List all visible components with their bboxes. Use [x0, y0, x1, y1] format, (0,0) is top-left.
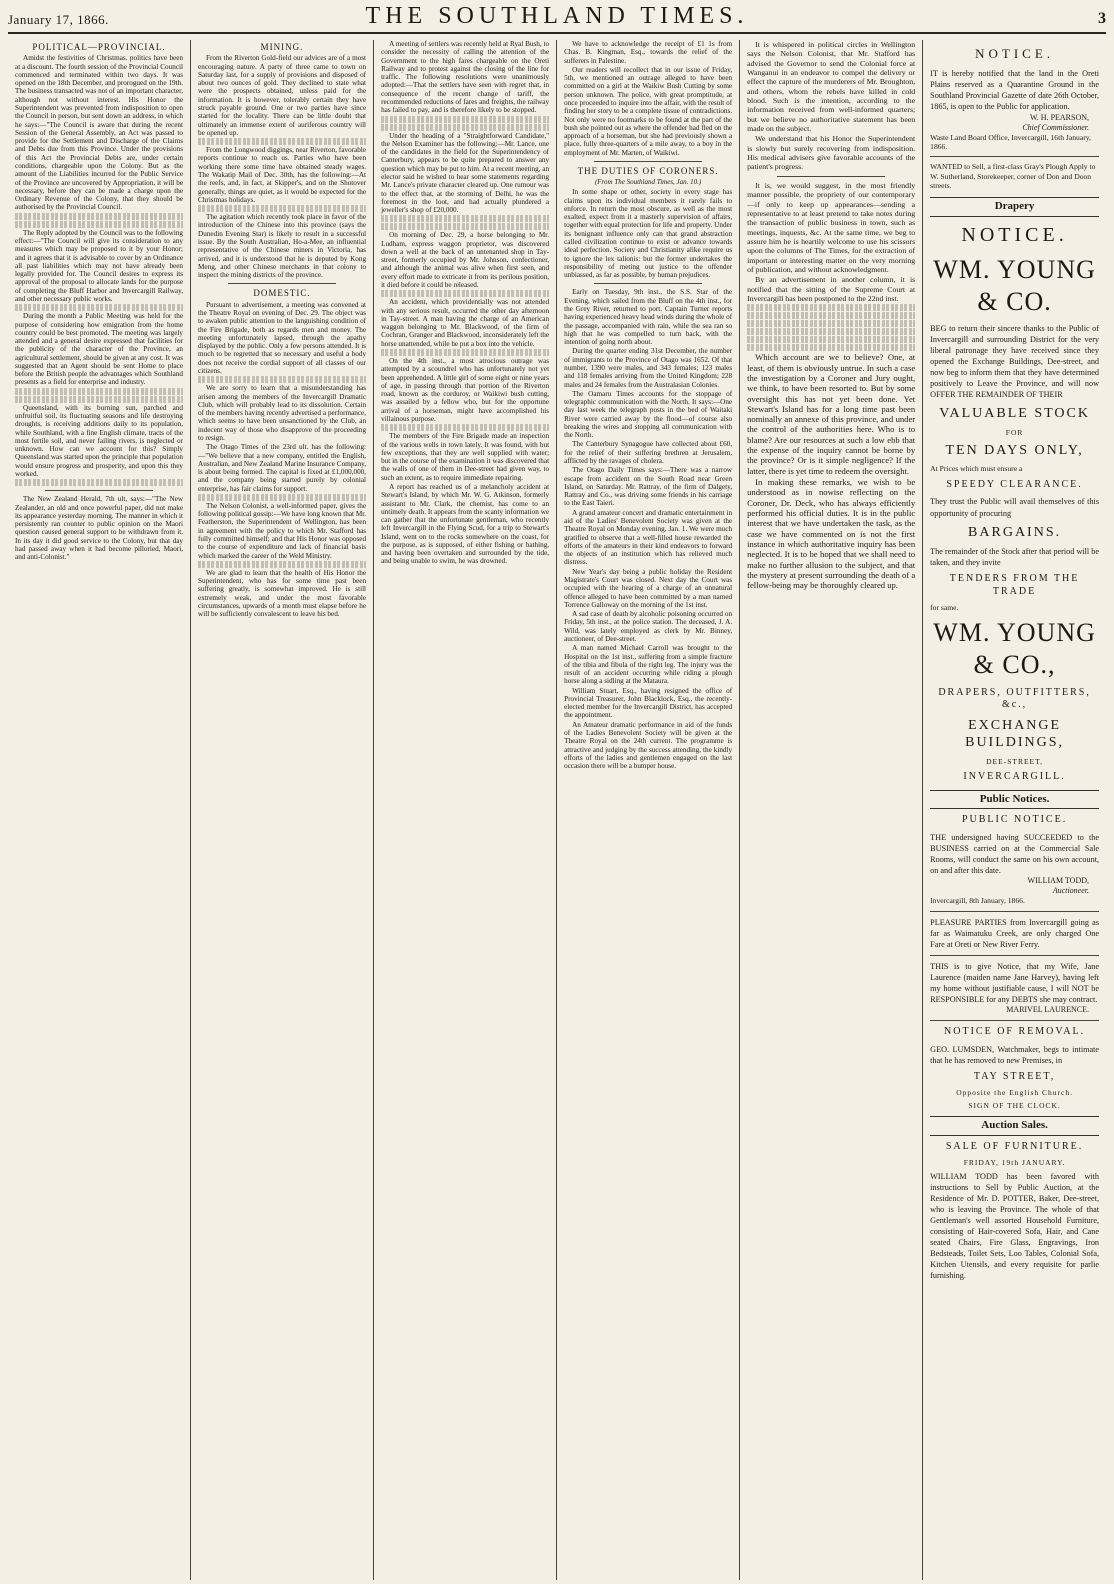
illegible-text	[15, 396, 183, 403]
notice-role: Auctioneer.	[1052, 886, 1090, 896]
notice-signature: W. H. PEARSON,	[1029, 112, 1090, 122]
illegible-text	[381, 223, 549, 230]
firm-name: WM. YOUNG & CO.	[933, 254, 1096, 317]
divider	[45, 490, 153, 491]
illegible-text	[15, 221, 183, 228]
ad-line: SIGN OF THE CLOCK.	[968, 1100, 1061, 1110]
article-paragraph: Which account are we to believe? One, at least, of them is obviously untrue. In such a case the investigation by a Coroner and Jury ought, we think, to have been resorted to. But by some oversight this has not yet been done. Yet Stewart's Island has for a long time past been nominally an annexe of this province, and under the control of the authorities here. Who is to blame? Are our resources at such a low ebb that the expense of the inquiry cannot be borne by the province? Or is it simple negligence? If the latter, there is yet time to redeem the oversight.	[747, 352, 916, 476]
article-paragraph: An accident, which providentially was not attended with any serious result, occurred the other day afternoon in Tay-street. A man having the charge of an American waggon belonging to Mr. Blackwood, of the firm of Cochran, Granger and Blackwood, inconsiderately left the horse unattended, while he put a box into the vehicle.	[381, 298, 550, 348]
heading-coroners: THE DUTIES OF CORONERS.	[577, 165, 719, 176]
article-paragraph: We are glad to learn that the health of His Honor the Superintendent, who has for some time past been suffering greatly, is somewhat improved. He is still extremely weak, and under the most favorable circumstances, upwards of a month must elapse before he will be sufficiently convalescent to leave his bed.	[198, 568, 367, 619]
illegible-text	[15, 479, 183, 486]
article-paragraph: William Stuart, Esq., having resigned the office of Provincial Treasurer, John Blacklock, Esq., the recently-elected member for the Invercargill District, has accepted the appointment.	[564, 686, 733, 720]
article-paragraph: It is whispered in political circles in Wellington says the Nelson Colonist, that Mr. Stafford has advised the Governor to send the Colonial force at Wanganui in an endeavor to compel the delivery or effect the capture of the murderers of Mr. Broughton, and others, whom the rebels have killed in cold blood. Such is the intention, according to the information received from well-informed quarters; but we believe no authoritative statement has been made on the subject.	[747, 40, 916, 134]
article-paragraph: The Otago Times of the 23rd ult. has the following:—"We believe that a new company, entitled the English, Australian, and New Zealand Marine Insurance Company, is about being formed. The capital is fixed at £1,000,000, and the company being started purely by colonial enterprise, has fair claims for support.	[198, 443, 367, 493]
column-4	[557, 40, 740, 1580]
article-paragraph: Amidst the festivities of Christmas. politics have been at a discount. The fourth session of the Provincial Council commenced and terminated within two days. It was opened on the 18th December, and prorogued on the 19th. The business transacted was not of an important character, although not without interest. His Honor the Superintendent was prevented from indisposition to open the Council in person, but sent down an address, in which he says:—"The Council is aware that during the recent Session of the General Assembly, an Act was passed to provide for the Settlement and Discharge of the Claims and Debts due from this Province. Under the provisions of this Act the Provincial Debts are, under certain conditions, chargeable upon the Colony. But as the amount of the Liabilities incurred for the Public Service of the Province are uncovered by Appropriation, it will be necessary, before they can be made a charge upon the Ordinary Revenue of the Colony, that they should be authorised by the Provincial Council.	[15, 54, 184, 212]
article-paragraph: In making these remarks, we wish to be understood as in nowise reflecting on the Coroner, Dr. Deck, who has always efficiently performed his official duties. It is in the public interest that we have undertaken the task, as the case we have commented on is not the first instance in which authoritative inquiry has been neglected. It is to be hoped that we shall need to make no further allusion to the subject, and that the mystery at present surrounding the death of a fellow-being may be thoroughly cleared up.	[747, 477, 916, 591]
ad-line: DRAPERS, OUTFITTERS, &c.,	[938, 686, 1091, 711]
ad-body: BEG to return their sincere thanks to the Public of Invercargill and surrounding District for the very liberal patronage they have received since they opened the Exchange Buildings, Dee-street, and now beg to inform them that they have determined positively to Leave the Province, and will now OFFER THE REMAINDER OF THEIR	[930, 323, 1100, 400]
divider	[777, 176, 885, 177]
notice-title: NOTICE.	[961, 223, 1068, 246]
page-number: 3	[1097, 10, 1106, 27]
notice-body: IT is hereby notified that the land in the Oreti Plains reserved as a Quarantine Ground in the Southland Provincial Gazette of date 26th October, 1865, is open to the Public for application.	[930, 69, 1100, 112]
ad-body: WILLIAM TODD has been favored with instructions to Sell by Public Auction, at the Residence of Mr. D. POTTER, Baker, Dee-street, who is leaving the Province. The whole of that Gentleman's well assorted Household Furniture, consisting of Hair-covered Sofa, Hair, and Cane seated Chairs, Fire Glass, Engravings, Iron Bedsteads, Toilet Sets, Loo Tables, Colonial Sofa, Kitchen Utensils, and every requisite for parlie furnishing.	[930, 1171, 1100, 1281]
illegible-text	[198, 138, 366, 145]
article-paragraph: During the quarter ending 31st December, the number of immigrants to the Province of Otago was 1652. Of that number, 1390 were males, and 343 females; 123 males and 118 females arriving from the United Kingdom; 228 males and 24 females from the Australasian Colonies.	[564, 347, 733, 389]
ad-line: for same.	[930, 603, 959, 613]
ad-line: TEN DAYS ONLY,	[945, 442, 1084, 458]
article-paragraph: It is, we would suggest, in the most friendly manner possible, the propriety of our contemporary—if only to keep up appearances—sending a representative to at least pretend to take notes during the transaction of public business in town, such as meetings, inquests, &c. At the same time, we beg to assure him he is heartily welcome to use his scissors upon the columns of The Times, for the extraction of important or interesting matter on the very morning of publication, and without acknowledgment.	[747, 180, 916, 274]
heading-domestic: DOMESTIC.	[253, 288, 311, 299]
article-paragraph: The Otago Daily Times says:—There was a narrow escape from accident on the South Road near Green Island, on Saturday. Mr. Rattray, of the firm of Dalgety, Rattray and Co., was driving some friends in his carriage to the East Taieri.	[564, 466, 733, 508]
illegible-text	[198, 494, 366, 501]
ad-line: VALUABLE STOCK	[939, 406, 1090, 422]
article-paragraph: A grand amateur concert and dramatic entertainment in aid of the Ladies' Benevolent Society was given at the Theatre Royal on Monday evening, Jan. 1. We were much gratified to observe that a well-filled house rewarded the efforts of the amateurs in their kind endeavors to forward the objects of an institution which has relieved much distress.	[564, 508, 733, 567]
ad-line: INVERCARGILL.	[963, 771, 1066, 783]
article-paragraph: An Amateur dramatic performance in aid of the funds of the Ladies Benevolent Society will be given at the Theatre Royal on the 24th current. The programme is attractive and judging by the success attending, the kindly efforts of the ladies and gentlemen engaged on the last occasion there will be a bumper house.	[564, 720, 733, 771]
article-paragraph: By an advertisement in another column, it is notified that the sitting of the Supreme Court at Invercargill has been postponed to the 22nd inst.	[747, 275, 916, 303]
article-paragraph: From the Longwood diggings, near Riverton, favorable reports continue to reach us. Parties who have been working there some time have obtained steady wages. The Wakatip Mail of Dec. 30th, has the following:—At the reefs, and, in fact, at Skipper's, and on the Shotover generally, things are quiet, as it would be expected for the Christmas holidays.	[198, 146, 367, 204]
illegible-text	[381, 290, 549, 297]
illegible-text	[15, 388, 183, 395]
article-paragraph: Under the heading of a "Straightforward Candidate," the Nelson Examiner has the following:—Mr. Lance, one of the candidates in the field for the Superintendency of Canterbury, appears to be quite prepared to answer any question which may be put to him. At a recent meeting, an elector said he wished to hear some statements regarding Mr. Lance's private character cleared up. One rumour was to the effect that, at the storming of Delhi, he was the foremost in the loot, and had actually plundered a jeweller's shop of £20,000.	[381, 131, 550, 215]
ad-line: TENDERS FROM THE TRADE	[949, 573, 1080, 597]
divider	[930, 955, 1099, 956]
firm-name: WM. YOUNG & CO.,	[933, 617, 1096, 680]
notice-role: Chief Commissioner.	[1022, 122, 1090, 132]
article-paragraph: A man named Michael Carroll was brought to the Hospital on the 1st inst., suffering from a simple fracture of the tibia and fibula of the right leg. The injury was the result of an accident occurring while riding a plough horse along a sidling at the Mataura.	[564, 644, 733, 686]
issue-date: January 17, 1866.	[8, 12, 109, 27]
illegible-text	[747, 344, 915, 351]
article-paragraph: New Year's day being a public holiday the Resident Magistrate's Court was closed. Next day the Court was occupied with the hearing of a charge of an unnatural offence alleged to have been committed by a man named Torrence Galloway on the morning of the 1st inst.	[564, 567, 733, 609]
column-6-advertisements	[923, 40, 1106, 1580]
ad-line: FRIDAY, 19th JANUARY.	[963, 1158, 1066, 1168]
ad-line: DEE-STREET,	[986, 756, 1044, 766]
ad-line: At Prices which must ensure a	[930, 464, 1023, 474]
notice-place: Waste Land Board Office, Invercargill, 16th January, 1866.	[930, 132, 1091, 151]
wanted-ad: WANTED to Sell, a first-class Gray's Plough Apply to W. Sutherland, Storekeeper, corner of Don and Doon streets.	[930, 162, 1096, 191]
article-paragraph: The Nelson Colonist, a well-informed paper, gives the following political gossip:—We have long known that Mr. Featherston, the Superintendent of Wellington, has been in agreement with the policy to which Mr. Stafford has fully committed himself; and that His Honor was opposed to the course of expenditure and lack of financial basis which marked the career of the Weld Ministry.	[198, 501, 367, 560]
ad-line: EXCHANGE BUILDINGS,	[965, 717, 1065, 751]
illegible-text	[381, 424, 549, 431]
illegible-text	[15, 213, 183, 220]
notice-title: NOTICE OF REMOVAL.	[944, 1026, 1086, 1037]
ad-line: TAY STREET,	[973, 1070, 1056, 1082]
illegible-text	[381, 349, 549, 356]
article-paragraph: The agitation which recently took place in favor of the introduction of the Chinese into this province (says the Dunedin Evening Star) is likely to result in a successful issue. By the South Australian, Ho-a-Mee, an influential representative of the Chinese miners in Victoria, has arrived, and it is understood that he is deputed by Kong Meng, and other Chinese merchants in that colony to inspect the mining districts of the province.	[198, 213, 367, 280]
article-paragraph: We understand that his Honor the Superintendent is slowly but surely recovering from indisposition. His medical advisers give favorable accounts of the patient's progress.	[747, 134, 916, 172]
newspaper-title: THE SOUTHLAND TIMES.	[365, 3, 749, 29]
section-auction-sales: Auction Sales.	[930, 1116, 1099, 1136]
article-paragraph: We are sorry to learn that a misunderstanding has arisen among the members of the Invercargill Dramatic Club, which will probably lead to its dissolution. Certain of the members having recently advertised a performance, which seems to have been unsanctioned by the Club, an indecent way of those who disapprove of the proceeding to resign.	[198, 384, 367, 442]
divider	[228, 283, 336, 284]
column-2	[191, 40, 374, 1580]
notice-title: NOTICE.	[975, 46, 1055, 61]
article-source: (From The Southland Times, Jan. 10.)	[594, 178, 702, 187]
illegible-text	[15, 304, 183, 311]
ad-line: BARGAINS.	[968, 524, 1062, 540]
illegible-text	[198, 205, 366, 212]
heading-mining: MINING.	[260, 42, 304, 52]
ad-line: FOR	[1005, 427, 1024, 437]
article-paragraph: A meeting of settlers was recently held at Ryal Bush, to consider the necessity of calling the attention of the Government to the high fares chargeable on the Oreti Railway and to protest against the closing of the line for traffic. The following resolutions were unanimously adopted:—That the settlers have seen with regret that, in consequence of the recent change of tariff, the recommended reductions of fares and freights, the railway has failed to pay, and is therefore likely to be stopped.	[381, 40, 550, 115]
divider	[594, 161, 702, 162]
article-paragraph: Early on Tuesday, 9th inst., the S.S. Star of the Evening, which sailed from the Bluff on the 4th inst., for the Grey River, returned to port. Captain Turner reports having experienced heavy head winds during the whole of the passage, accompanied with rain, while the sea ran so high that he was compelled to turn back, with the intention of going north about.	[564, 288, 733, 347]
section-drapery: Drapery	[930, 197, 1099, 217]
article-paragraph: During the month a Public Meeting was held for the purpose of considering how emigration from the home country could be best promoted. The meeting was largely attended and a general desire expressed that facilities for the publicity of the character of the Province, an agricultural settlement, should be given at any cost. It was suggested that an Agent should be sent Home to place before the British people the advantages which Southland presents as a field for enterprise and industry.	[15, 312, 184, 387]
article-paragraph: The Oamaru Times accounts for the stoppage of telegraphic communication with the North. It says:—One day last week the telegraph posts in the bed of Waitaki River were carried away by the flood—of course also breaking the wires and stopping all communication with the North.	[564, 389, 733, 440]
article-paragraph: The members of the Fire Brigade made an inspection of the various wells in town lately. It was found, with but few exceptions, that they are well supplied with water; but in the course of the examination it was discovered that the walls of one of them in Dee-street had given way, to such an extent, as to require immediate repairing.	[381, 432, 550, 482]
article-paragraph: The New Zealand Herald, 7th ult, says:—"The New Zealander, an old and once powerful paper, did not make its appearance yesterday morning. The manner in which it persistently ran counter to public opinion on the Maori question caused general support to be withdrawn from it. In its day it did good service to the Colony, but that day had passed away when it had become pilloried, Maori, and anti-Colonist."	[15, 495, 184, 562]
notice-signature: MARIVEL LAURENCE.	[1006, 1005, 1090, 1014]
divider	[930, 911, 1099, 912]
article-paragraph: From the Riverton Gold-field our advices are of a most encouraging nature. A party of three came to town on Saturday last, for a supply of provisions and disposed of about two ounces of gold. They declined to state what were the prospects obtained, unless paid for the information. It is however, tolerably certain they have struck payable ground. One or two parties have since started for the locality. There can be little doubt that ultimately an immense extent of auriferous country will be opened up.	[198, 54, 367, 137]
illegible-text	[198, 561, 366, 568]
notice-place: Invercargill, 8th January, 1866.	[930, 896, 1025, 906]
illegible-text	[747, 304, 915, 311]
ad-body: The remainder of the Stock after that period will be taken, and they invite	[930, 547, 1100, 568]
masthead	[8, 4, 1106, 34]
article-paragraph: On morning of Dec. 29, a horse belonging to Mr. Ludham, express waggon proprietor, was discovered down a well at the back of an untenanted shop in Tay-street, formerly occupied by Mr. Johnson, confectioner, and although the animal was alive when first seen, and every effort made to extricate it from its perilous position, it died before it could be released.	[381, 231, 550, 290]
illegible-text	[198, 376, 366, 383]
article-paragraph: The Canterbury Synagogue have collected about £60, for the relief of their suffering brethren at Jerusalem, afflicted by the ravages of cholera.	[564, 440, 733, 466]
illegible-text	[747, 328, 915, 335]
ad-body: They trust the Public will avail themselves of this opportunity of procuring	[930, 497, 1100, 518]
illegible-text	[381, 116, 549, 123]
notice-title: PUBLIC NOTICE.	[961, 814, 1068, 826]
heading-political: POLITICAL—PROVINCIAL.	[32, 42, 166, 52]
article-paragraph: We have to acknowledge the receipt of £1 1s from Chas. B. Kingman, Esq., towards the relief of the sufferers in Palestine.	[564, 40, 733, 65]
illegible-text	[747, 336, 915, 343]
divider	[930, 1020, 1099, 1021]
illegible-text	[381, 215, 549, 222]
ad-body: PLEASURE PARTIES from Invercargill going as far as Waimatuku Creek, are only charged One Fare at Oreti or New River Ferry.	[930, 917, 1100, 949]
article-paragraph: Pursuant to advertisement, a meeting was convened at the Theatre Royal on evening of Dec. 29. The object was to awaken public attention to the languishing condition of the Fire Brigade, both as regards men and money. The meeting unfortunately lapsed, through the apathy displayed by the public. Only a few persons attended. It is much to be regretted that so necessary and useful a body does not receive the cordial support of all classes of our citizens.	[198, 300, 367, 375]
section-public-notices: Public Notices.	[930, 790, 1099, 810]
divider	[930, 156, 1099, 157]
ad-body: GEO. LUMSDEN, Watchmaker, begs to intimate that he has removed to new Premises, in	[930, 1044, 1100, 1065]
column-5	[740, 40, 923, 1580]
illegible-text	[747, 312, 915, 319]
notice-signature: WILLIAM TODD,	[1027, 876, 1090, 886]
illegible-text	[747, 320, 915, 327]
article-paragraph: A sad case of death by alcoholic poisoning occurred on Friday, 5th inst., at the police station. The deceased, J. A. Wild, was lately employed as clerk by Mr. Binney, auctioneer, of Dee-street.	[564, 610, 733, 643]
article-paragraph: In some shape or other, society in every stage has claims upon its individual members it rarely fails to enforce. In return the most obscure, as well as the most exalted, expect from it a masterly supervision of affairs, together with equal protection for life and property. Under its benignant influence only can that grand abstraction called civilization continue to exist or advance towards ideal perfection. Society and Christianity alike require us to ignore the lex talionis: but the former undertakes the responsibility of meting out justice to the offender unbiassed, as far as possible, by human prejudices.	[564, 188, 733, 280]
ad-line: SPEEDY CLEARANCE.	[946, 478, 1083, 490]
column-1	[8, 40, 191, 1580]
notice-title: SALE OF FURNITURE.	[945, 1140, 1084, 1152]
ad-line: Opposite the English Church.	[956, 1088, 1073, 1098]
ad-body: THE undersigned having SUCCEEDED to the BUSINESS carried on at the Commercial Sale Rooms, will conduct the same on his own account, on and after this date.	[930, 832, 1100, 876]
article-paragraph: Queensland, with its burning sun, parched and unfruitful soil, its fluctuating seasons and life destroying droughts, is receiving additions daily to its population, while Southland, with a fine English climate, tracts of the most fertile soil, and never failing rivers, is neglected or unknown. How can we account for this? Simply Queensland was started upon the principle that population would ensure progress and prosperity, and upon this they worked.	[15, 403, 184, 478]
ad-body: THIS is to give Notice, that my Wife, Jane Laurence (maiden name Jane Harvey), having left my home without justifiable cause, I will NOT be RESPONSIBLE for any DEBTS she may contract.	[930, 961, 1100, 1004]
illegible-text	[381, 124, 549, 131]
column-3	[374, 40, 557, 1580]
article-paragraph: A report has reached us of a melancholy accident at Stewart's Island, by which Mr. W. G. Atkinson, formerly assistant to Mr. Clark, the chemist, has come to an untimely death. It appears from the scanty information we can gather that the unfortunate gentleman, who recently left Invercargill in the Flying Scud, for a trip to Stewart's Island, went on to the rocks somewhere on the coast, for the purpose, as is supposed, of either fishing or bathing, and having been overtaken and surrounded by the tide, and being unable to swim, he was drowned.	[381, 482, 550, 566]
article-paragraph: Our readers will recollect that in our issue of Friday, 5th, we mentioned an outrage alleged to have been committed on a girl at the Waikiw Bush Cutting by some person unknown. The police, with great promptitude, at once proceeded to inquire into the affair, with the result of finding her story to be a complete tissue of contradictions. Not only were no footmarks to be found at the part of the bush she pointed out as where the offender had fled on the approach of a horseman, but she had previously shown a place, fully three-quarters of a mile away, to a boy in the employment of Mr. Marten, of Waikiwi.	[564, 65, 733, 157]
divider	[594, 283, 702, 284]
article-paragraph: The Reply adopted by the Council was to the following effect:—"The Council will give its consideration to any measures which may be proposed to it by your Honor; and it agrees that it is advisable to cover by an Ordinance all past liabilities which may not have already been legally provided for. The Council desires to express its approval of the proposal to allocate lands for the purpose of completing the Bluff Harbor and Invercargill Railway, and other necessary public works.	[15, 228, 184, 303]
columns	[8, 40, 1106, 1580]
article-paragraph: On the 4th inst., a most atrocious outrage was attempted by a scoundrel who has unfortunately not yet been apprehended. A little girl of some eight or nine years of age, in passing through that portion of the Riverton road, known as the corduroy, or Waikiwi bush cutting, was assailed by a fellow who, but for the opportune arrival of a horseman, might have accomplished his villainous purpose.	[381, 357, 550, 423]
